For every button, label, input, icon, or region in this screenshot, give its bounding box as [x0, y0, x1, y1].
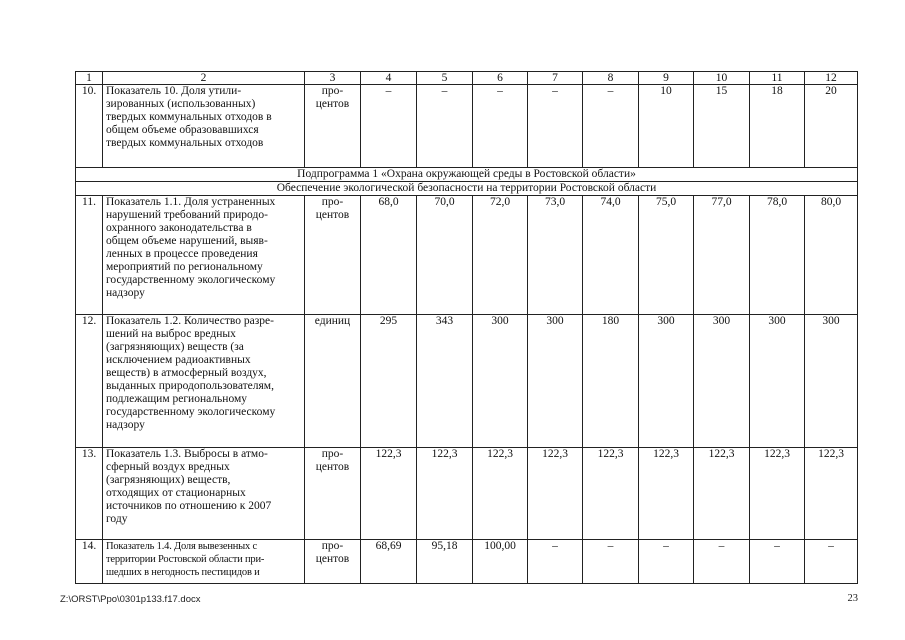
cell-value: 343 [417, 315, 473, 448]
cell-value: 20 [805, 85, 858, 168]
cell-value: 300 [694, 315, 750, 448]
cell-value: 300 [473, 315, 528, 448]
cell-name: Показатель 1.4. Доля вывезенных с территории Ростовской области при- шедших в негодность пестицидов и [103, 540, 305, 584]
col-header: 11 [750, 72, 805, 85]
col-header: 1 [76, 72, 103, 85]
cell-value: 300 [750, 315, 805, 448]
cell-value: – [750, 540, 805, 584]
cell-num: 11. [76, 196, 103, 315]
col-header: 7 [528, 72, 583, 85]
cell-name: Показатель 1.3. Выбросы в атмо- сферный воздух вредных (загрязняющих) веществ, отходящих от стационарных источников по отношению к 2007 году [103, 448, 305, 540]
cell-value: 95,18 [417, 540, 473, 584]
table-row [76, 540, 858, 584]
cell-num: 12. [76, 315, 103, 448]
cell-value: 180 [583, 315, 639, 448]
cell-unit: про- центов [305, 448, 361, 540]
cell-value: 80,0 [805, 196, 858, 315]
cell-value: 300 [805, 315, 858, 448]
cell-unit: единиц [305, 315, 361, 448]
cell-value: – [805, 540, 858, 584]
cell-value: 74,0 [583, 196, 639, 315]
file-path: Z:\ORST\Ppo\0301p133.f17.docx [60, 594, 201, 605]
cell-value: 72,0 [473, 196, 528, 315]
cell-value: – [639, 540, 694, 584]
cell-unit: про- центов [305, 196, 361, 315]
cell-value: 122,3 [417, 448, 473, 540]
cell-value: – [583, 540, 639, 584]
cell-value: – [361, 85, 417, 168]
table-row [76, 448, 858, 540]
cell-num: 13. [76, 448, 103, 540]
cell-value: 122,3 [694, 448, 750, 540]
cell-value: 10 [639, 85, 694, 168]
subprogram-row [76, 168, 858, 182]
cell-value: – [417, 85, 473, 168]
subprogram-title: Подпрограмма 1 «Охрана окружающей среды в Ростовской области» [76, 168, 858, 182]
cell-value: 73,0 [528, 196, 583, 315]
cell-value: 122,3 [750, 448, 805, 540]
cell-value: 122,3 [528, 448, 583, 540]
table-row [76, 196, 858, 315]
cell-value: 68,0 [361, 196, 417, 315]
cell-value: 100,00 [473, 540, 528, 584]
col-header: 12 [805, 72, 858, 85]
cell-value: 68,69 [361, 540, 417, 584]
cell-name: Показатель 10. Доля утили- зированных (использованных) твердых коммунальных отходов в общем объеме образовавшихся твердых коммунальных отходов [103, 85, 305, 168]
cell-value: 78,0 [750, 196, 805, 315]
cell-value: 77,0 [694, 196, 750, 315]
cell-value: – [694, 540, 750, 584]
cell-value: 122,3 [639, 448, 694, 540]
col-header: 4 [361, 72, 417, 85]
col-header: 8 [583, 72, 639, 85]
cell-value: – [583, 85, 639, 168]
cell-value: 75,0 [639, 196, 694, 315]
cell-value: 70,0 [417, 196, 473, 315]
cell-value: 295 [361, 315, 417, 448]
col-header: 9 [639, 72, 694, 85]
page-number: 23 [847, 593, 858, 604]
col-header: 6 [473, 72, 528, 85]
cell-num: 10. [76, 85, 103, 168]
cell-unit: про- центов [305, 85, 361, 168]
cell-value: 122,3 [805, 448, 858, 540]
cell-value: – [528, 540, 583, 584]
cell-name: Показатель 1.2. Количество разре- шений на выброс вредных (загрязняющих) веществ (за исключением радиоактивных веществ) в атмосферный воздух, выданных природопользователям, подлежащим региональному государственному экологическому надзору [103, 315, 305, 448]
col-header: 2 [103, 72, 305, 85]
cell-value: 18 [750, 85, 805, 168]
col-header: 10 [694, 72, 750, 85]
col-header: 3 [305, 72, 361, 85]
col-header: 5 [417, 72, 473, 85]
cell-name: Показатель 1.1. Доля устраненных нарушений требований природо- охранного законодательства в общем объеме нарушений, выяв- ленных в процессе проведения мероприятий по региональному государственному экологическому надзору [103, 196, 305, 315]
cell-num: 14. [76, 540, 103, 584]
section-title: Обеспечение экологической безопасности на территории Ростовской области [76, 182, 858, 196]
cell-unit: про- центов [305, 540, 361, 584]
cell-value: 300 [639, 315, 694, 448]
cell-value: 300 [528, 315, 583, 448]
section-row [76, 182, 858, 196]
cell-value: 122,3 [473, 448, 528, 540]
cell-value: 122,3 [361, 448, 417, 540]
cell-value: 122,3 [583, 448, 639, 540]
header-row [76, 72, 858, 85]
cell-value: – [473, 85, 528, 168]
indicators-table [75, 71, 858, 584]
table-row [76, 315, 858, 448]
cell-value: 15 [694, 85, 750, 168]
cell-value: – [528, 85, 583, 168]
table-row [76, 85, 858, 168]
